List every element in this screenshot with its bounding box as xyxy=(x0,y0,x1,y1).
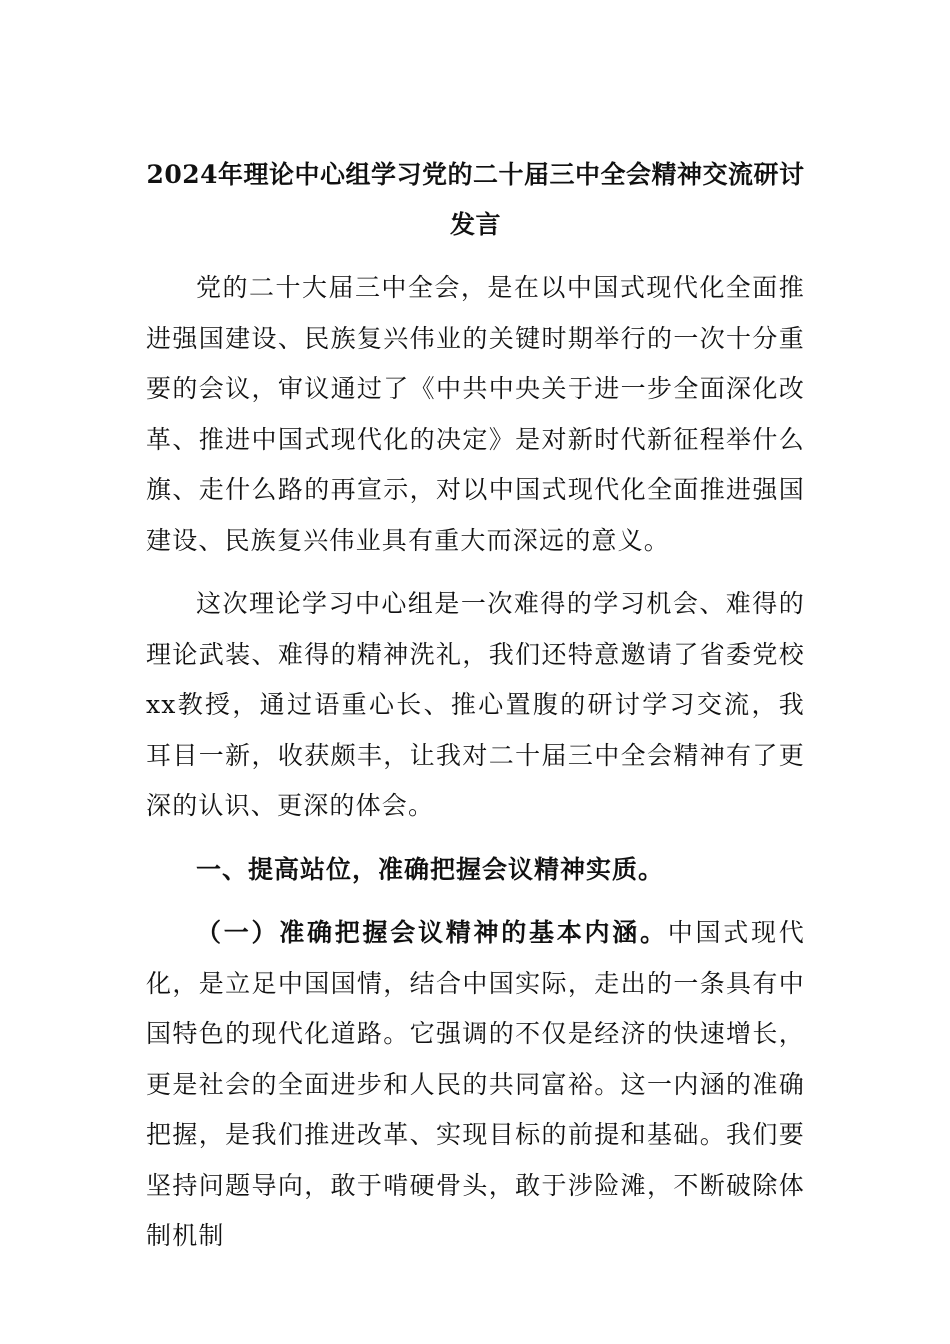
subsection-body: 中国式现代化，是立足中国国情，结合中国实际，走出的一条具有中国特色的现代化道路。它强调的不仅是经济的快速增长，更是社会的全面进步和人民的共同富裕。这一内涵的准确把握，是我们推进改革、实现目标的前提和基础。我们要坚持问题导向，敢于啃硬骨头，敢于涉险滩，不断破除体制机制 xyxy=(146,918,805,1250)
paragraph-study: 这次理论学习中心组是一次难得的学习机会、难得的理论武装、难得的精神洗礼，我们还特意邀请了省委党校xx教授，通过语重心长、推心置腹的研讨学习交流，我耳目一新，收获颇丰，让我对二十届三中全会精神有了更深的认识、更深的体会。 xyxy=(146,589,805,820)
document-content xyxy=(146,150,805,1262)
paragraph-intro: 党的二十大届三中全会，是在以中国式现代化全面推进强国建设、民族复兴伟业的关键时期举行的一次十分重要的会议，审议通过了《中共中央关于进一步全面深化改革、推进中国式现代化的决定》是对新时代新征程举什么旗、走什么路的再宣示，对以中国式现代化全面推进强国建设、民族复兴伟业具有重大而深远的意义。 xyxy=(146,273,805,555)
subsection-lead: （一）准确把握会议精神的基本内涵。 xyxy=(196,918,668,947)
section-heading: 一、提高站位，准确把握会议精神实质。 xyxy=(196,854,665,884)
document-title: 2024年理论中心组学习党的二十届三中全会精神交流研讨发言 xyxy=(146,160,805,239)
subsection-paragraph xyxy=(146,908,805,1262)
